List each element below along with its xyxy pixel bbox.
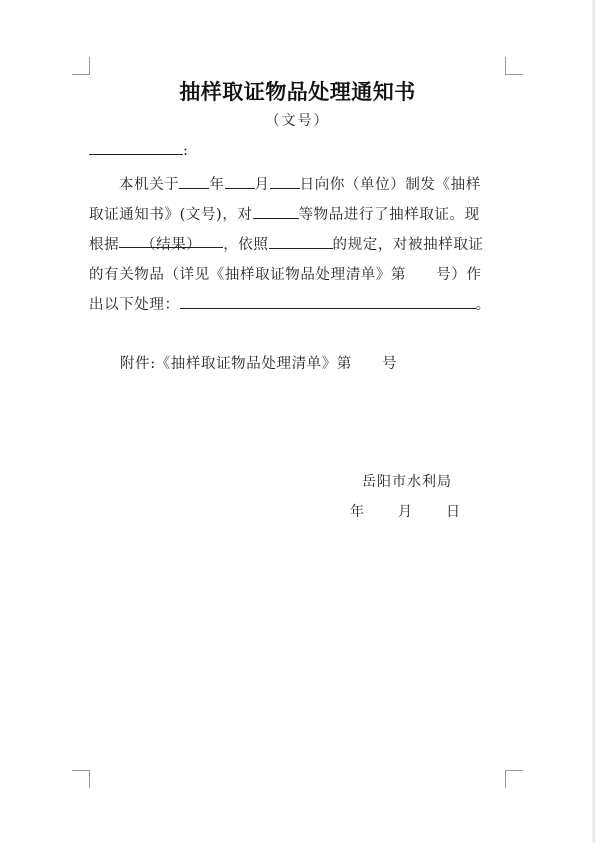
month-blank[interactable] — [225, 174, 255, 189]
date-year: 年 — [350, 504, 364, 520]
document-number: （文号） — [265, 113, 330, 129]
text-segment: 取证通知书》(文号)，对 — [89, 207, 253, 223]
paragraph-line-4 — [89, 263, 509, 284]
issuing-authority: 岳阳市水利局 — [362, 474, 452, 490]
text-segment: 日向你（单位）制发《抽样 — [299, 177, 481, 193]
items-blank[interactable] — [253, 204, 299, 219]
text-segment: 本机关于 — [119, 177, 180, 193]
paragraph-line-1 — [89, 173, 509, 194]
crop-mark-top-left — [72, 57, 90, 75]
text-segment: ，依照 — [223, 237, 269, 253]
disposal-blank[interactable] — [180, 294, 476, 309]
text-segment: 出以下处理： — [89, 297, 180, 313]
text-segment: 。 — [475, 297, 491, 313]
crop-mark-bottom-left — [72, 770, 90, 788]
date-month: 月 — [398, 504, 412, 520]
text-segment: 年 — [209, 177, 225, 193]
text-segment: 的有关物品（详见《抽样取证物品处理清单》第 号）作 — [89, 267, 482, 283]
paragraph-line-3 — [89, 233, 509, 254]
paragraph-line-2 — [89, 203, 509, 224]
issue-date — [350, 501, 460, 521]
text-segment: 根据 — [89, 237, 120, 253]
text-segment: 的规定，对被抽样取证 — [332, 237, 484, 253]
text-segment: 月 — [254, 177, 270, 193]
recipient-line — [89, 140, 509, 159]
date-day: 日 — [446, 504, 460, 520]
crop-mark-bottom-right — [505, 770, 523, 788]
crop-mark-top-right — [505, 57, 523, 75]
paragraph-line-5 — [89, 293, 509, 314]
result-blank[interactable]: （结果） — [119, 233, 223, 248]
regulation-blank[interactable] — [269, 234, 333, 249]
recipient-colon: : — [183, 143, 189, 159]
recipient-blank[interactable] — [89, 140, 183, 155]
document-title: 抽样取证物品处理通知书 — [179, 79, 416, 104]
year-blank[interactable] — [179, 174, 209, 189]
text-segment: 等物品进行了抽样取证。现 — [298, 207, 480, 223]
attachment-line: 附件:《抽样取证物品处理清单》第 号 — [120, 356, 398, 372]
day-blank[interactable] — [270, 174, 300, 189]
